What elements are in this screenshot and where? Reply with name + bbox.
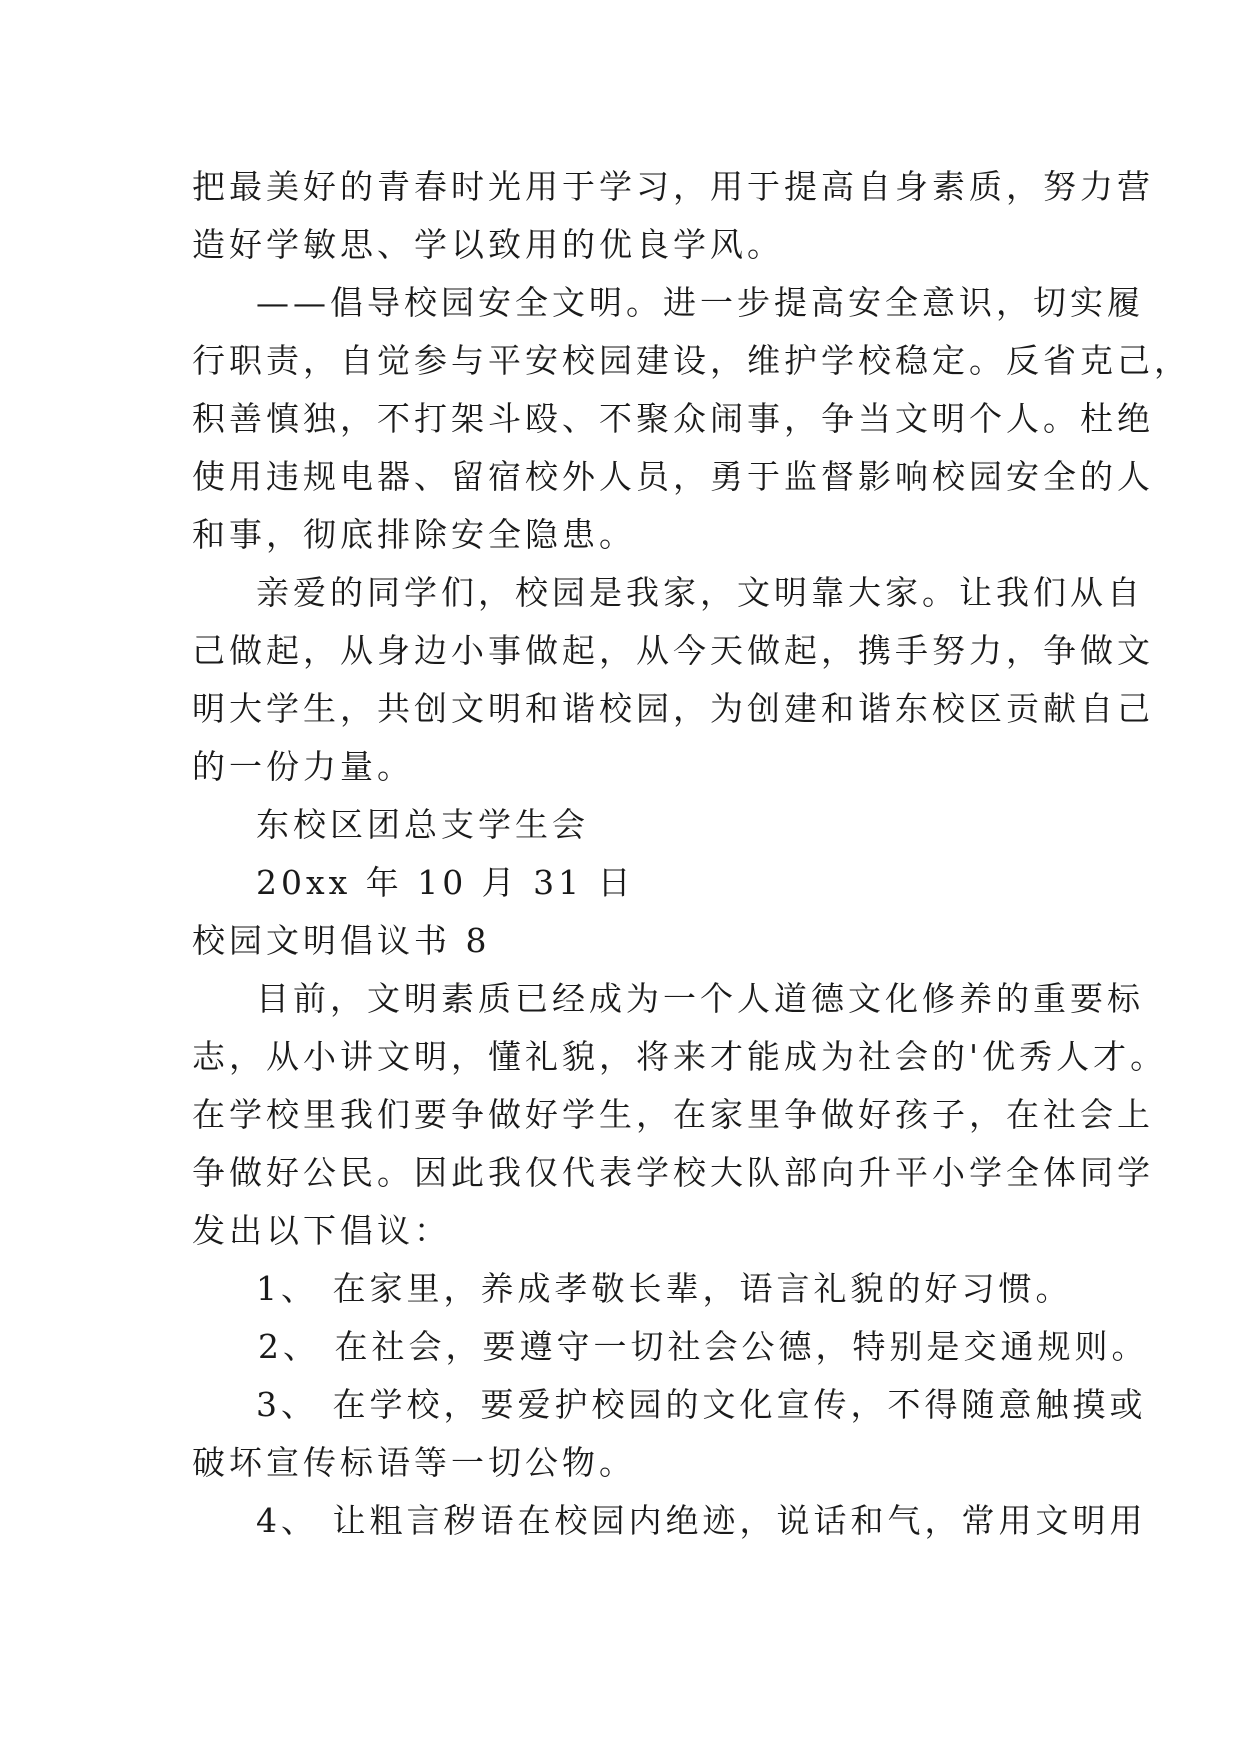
paragraph-line: 争做好公民。因此我仅代表学校大队部向升平小学全体同学 [192, 1153, 1154, 1192]
list-item: 3、 在学校，要爱护校园的文化宣传，不得随意触摸或 [256, 1385, 1147, 1424]
list-item: 1、 在家里，养成孝敬长辈，语言礼貌的好习惯。 [256, 1269, 1073, 1308]
paragraph-line: 志，从小讲文明，懂礼貌，将来才能成为社会的'优秀人才。 [192, 1037, 1168, 1076]
paragraph-line: 破坏宣传标语等一切公物。 [192, 1443, 636, 1482]
paragraph-line: 使用违规电器、留宿校外人员，勇于监督影响校园安全的人 [192, 457, 1154, 496]
paragraph-line: 造好学敏思、学以致用的优良学风。 [192, 225, 784, 264]
paragraph-line: 行职责，自觉参与平安校园建设，维护学校稳定。反省克己， [192, 341, 1191, 380]
paragraph-line: 发出以下倡议： [192, 1211, 451, 1250]
paragraph-line: 在学校里我们要争做好学生，在家里争做好孩子，在社会上 [192, 1095, 1154, 1134]
paragraph-line: 己做起，从身边小事做起，从今天做起，携手努力，争做文 [192, 631, 1154, 670]
signature-date: 20xx 年 10 月 31 日 [256, 863, 635, 902]
list-item: 4、 让粗言秽语在校园内绝迹，说话和气，常用文明用 [256, 1501, 1147, 1540]
paragraph-line: 的一份力量。 [192, 747, 414, 786]
paragraph-line: 和事，彻底排除安全隐患。 [192, 515, 636, 554]
section-title: 校园文明倡议书 8 [192, 921, 491, 960]
paragraph-line: 明大学生，共创文明和谐校园，为创建和谐东校区贡献自己 [192, 689, 1154, 728]
paragraph-line: 积善慎独，不打架斗殴、不聚众闹事，争当文明个人。杜绝 [192, 399, 1154, 438]
paragraph-line: ——倡导校园安全文明。进一步提高安全意识，切实履 [256, 283, 1144, 322]
list-item: 2、 在社会，要遵守一切社会公德，特别是交通规则。 [258, 1327, 1149, 1366]
signature-organization: 东校区团总支学生会 [256, 805, 589, 844]
paragraph-line: 目前，文明素质已经成为一个人道德文化修养的重要标 [256, 979, 1144, 1018]
paragraph-line: 亲爱的同学们，校园是我家，文明靠大家。让我们从自 [256, 573, 1144, 612]
paragraph-line: 把最美好的青春时光用于学习，用于提高自身素质，努力营 [192, 167, 1154, 206]
